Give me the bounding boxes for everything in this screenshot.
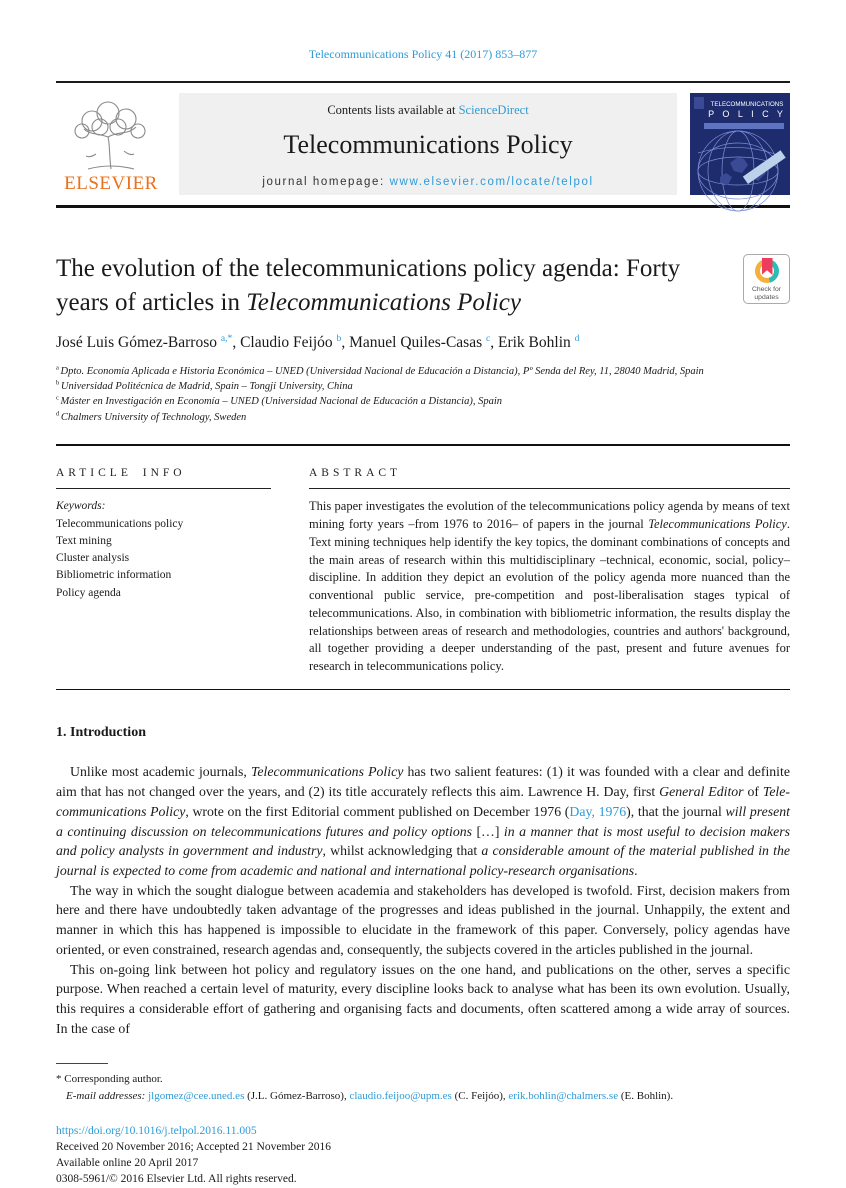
homepage-url-link[interactable]: www.elsevier.com/locate/telpol bbox=[389, 176, 594, 188]
divider bbox=[56, 689, 790, 691]
sciencedirect-link[interactable]: ScienceDirect bbox=[458, 103, 529, 117]
inline-link[interactable]: claudio.feijoo@upm.es bbox=[349, 1089, 452, 1102]
homepage-line bbox=[179, 176, 677, 188]
keyword-item: Bibliometric information bbox=[56, 569, 172, 582]
keyword-item: Policy agenda bbox=[56, 586, 121, 599]
elsevier-logo[interactable] bbox=[56, 93, 166, 195]
bookmark-icon bbox=[762, 258, 773, 275]
inline-link[interactable]: c bbox=[485, 332, 491, 344]
info-abstract-section bbox=[56, 461, 790, 676]
journal-banner bbox=[179, 93, 677, 195]
article-info-heading: ARTICLE INFO bbox=[56, 466, 186, 479]
article-info-column bbox=[56, 461, 309, 676]
inline-link[interactable]: b bbox=[336, 332, 342, 344]
inline-link[interactable]: erik.bohlin@chalmers.se bbox=[508, 1089, 619, 1102]
inline-link[interactable]: a,* bbox=[220, 332, 233, 344]
affiliation-c: $^c$ Máster en Investigación en Economía – UNED (Universidad Nacional de Educación a Distancia), Spain bbox=[56, 394, 503, 408]
check-updates-label: Check for updates bbox=[751, 286, 782, 302]
affiliations bbox=[56, 364, 790, 425]
contents-prefix: Contents lists available at bbox=[327, 103, 459, 117]
keywords-list bbox=[56, 498, 271, 602]
homepage-label: journal homepage: bbox=[262, 176, 390, 188]
divider bbox=[56, 444, 790, 446]
paragraph: This on-going link between hot policy and regulatory issues on the one hand, and publications on the other, serves a specific purpose. When reached a certain level of maturity, every discipline looks back to analyse what has been its own evolution. Usually, this requires a considerable effort of gathering and organising facts and documents, often scattered among a wide array of sources. In the case of bbox=[56, 961, 790, 1036]
available-online-line: Available online 20 April 2017 bbox=[56, 1157, 199, 1170]
affiliation-b: $^b$ Universidad Politécnica de Madrid, Spain – Tongji University, China bbox=[56, 379, 353, 393]
crossmark-icon bbox=[755, 259, 779, 283]
abstract-heading: ABSTRACT bbox=[309, 466, 402, 479]
contents-line bbox=[179, 103, 677, 118]
elsevier-tree-icon bbox=[68, 99, 154, 175]
introduction-heading: 1. Introduction bbox=[56, 725, 146, 741]
title-block bbox=[56, 252, 790, 319]
keyword-item: Cluster analysis bbox=[56, 552, 130, 565]
corresponding-author-note: * Corresponding author. bbox=[56, 1073, 163, 1086]
abstract-column bbox=[309, 461, 790, 676]
authors-line: José Luis Gómez-Barroso $^{a,*}$, Claudio Feijóo $^b$, Manuel Quiles-Casas $^c$, Erik Bohlin $^d$ bbox=[56, 332, 580, 351]
paragraph: Unlike most academic journals, Telecommunications Policy has two salient features: (1) it was founded with a clear and definite aim that has not changed over the years, and (2) its title accurately reflects this aim. Lawrence H. Day, first General Editor of Tele-communications Policy, wrote on the first Editorial comment published on December 1976 (Day, 1976), that the journal will present a continuing discussion on telecommunications futures and policy options […] in a manner that is most useful to decision makers and policy analysts in government and industry, whilst acknowledging that a considerable amount of the material published in the journal is expected to come from academic and national and international policy-research organisations. bbox=[56, 764, 790, 878]
keywords-label: Keywords: bbox=[56, 500, 106, 513]
divider bbox=[56, 81, 790, 83]
divider bbox=[56, 488, 271, 490]
journal-cover-art bbox=[690, 93, 790, 195]
cover-title-line2: P O L I C Y bbox=[708, 109, 786, 119]
journal-cover-thumbnail[interactable] bbox=[690, 93, 790, 195]
email-addresses-line: E-mail addresses: jlgomez@cee.uned.es (J.L. Gómez-Barroso), claudio.feijoo@upm.es (C. Feijóo), erik.bohlin@chalmers.se (E. Bohlin). bbox=[66, 1089, 674, 1102]
paragraph: The way in which the sought dialogue between academia and stakeholders has developed is twofold. First, decision makers from here and there have undoubtedly taken advantage of the progresses and ideas published in the journal. Unhappily, the extent and manner in which this has happened is impossible to elucidate in the framework of this paper. Conversely, policy agendas have oriented, or even constrained, research agendas and, consequently, the subjects covered in the articles published in the journal. bbox=[56, 882, 790, 957]
inline-link[interactable]: jlgomez@cee.uned.es bbox=[148, 1089, 245, 1102]
journal-header bbox=[56, 93, 790, 195]
affiliation-a: $^a$ Dpto. Economía Aplicada e Historia Económica – UNED (Universidad Nacional de Educación a Distancia), Pº Senda del Rey, 11, 28040 Madrid, Spain bbox=[56, 364, 704, 377]
keyword-item: Telecommunications policy bbox=[56, 517, 184, 530]
footnote-divider bbox=[56, 1063, 108, 1064]
check-for-updates-badge[interactable] bbox=[743, 254, 790, 304]
article-title: The evolution of the telecommunications policy agenda: Forty years of articles in Telecommunications Policy bbox=[56, 255, 681, 316]
article-history bbox=[56, 1140, 790, 1188]
issn-copyright-line: 0308-5961/© 2016 Elsevier Ltd. All rights reserved. bbox=[56, 1173, 297, 1186]
affiliation-d: $^d$ Chalmers University of Technology, Sweden bbox=[56, 410, 247, 423]
running-head-citation[interactable]: Telecommunications Policy 41 (2017) 853–877 bbox=[308, 47, 538, 61]
received-accepted-line: Received 20 November 2016; Accepted 21 November 2016 bbox=[56, 1141, 331, 1154]
doi-link[interactable]: https://doi.org/10.1016/j.telpol.2016.11.005 bbox=[56, 1125, 257, 1138]
introduction-body bbox=[56, 762, 790, 1038]
inline-link[interactable]: d bbox=[574, 332, 580, 344]
divider bbox=[309, 488, 790, 490]
cover-title-line1: TELECOMMUNICATIONS bbox=[710, 101, 784, 108]
abstract-text: This paper investigates the evolution of the telecommunications policy agenda by means of text mining forty years –from 1976 to 2016– of papers in the journal Telecommunications Policy. Text mining techniques help identify the key topics, the dominant combinations of concepts and the main areas of research within this multidisciplinary –technical, economic, social, policy– discipline. In addition they depict an evolution of the policy agenda more nuanced than the conventional public service, pre-competition and post-liberalisation stages typical of telecommunications. Also, in combination with bibliometric information, the results display the relationships between areas of research and methodologies, countries and authors' background, all together providing a deeper understanding of the past, present and future avenues for research in telecommunications policy. bbox=[309, 499, 790, 674]
keyword-item: Text mining bbox=[56, 534, 112, 547]
inline-link[interactable]: Day, 1976 bbox=[569, 803, 627, 819]
elsevier-wordmark: ELSEVIER bbox=[64, 173, 158, 194]
journal-title: Telecommunications Policy bbox=[283, 130, 573, 159]
footnotes bbox=[56, 1063, 790, 1104]
divider bbox=[56, 205, 790, 208]
